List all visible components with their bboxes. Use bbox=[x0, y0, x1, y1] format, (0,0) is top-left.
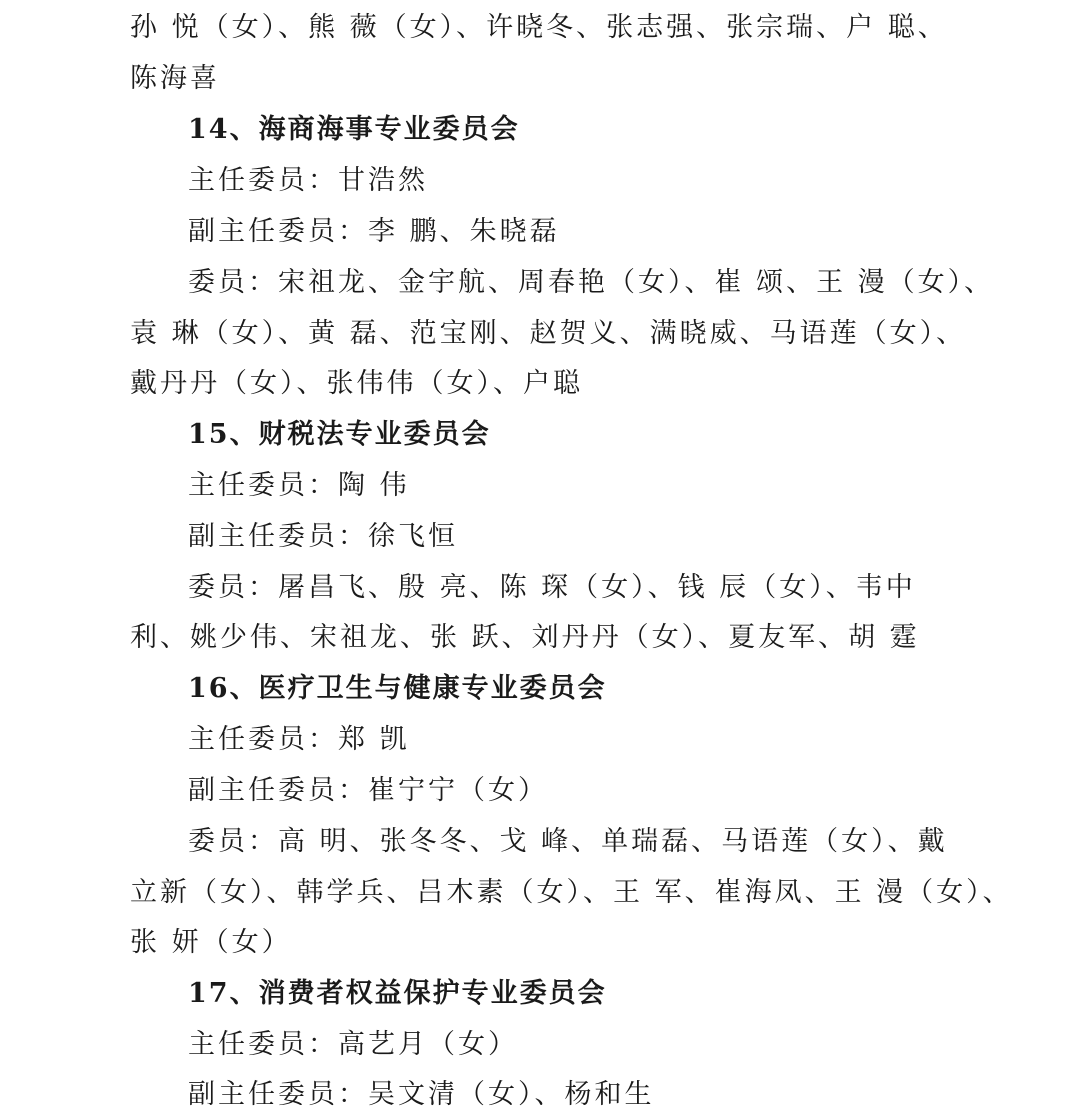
text-line: 利、姚少伟、宋祖龙、张 跃、刘丹丹（女）、夏友军、胡 霆 bbox=[130, 622, 920, 653]
director-line: 主任委员：陶 伟 bbox=[188, 470, 410, 501]
text-line: 张 妍（女） bbox=[130, 927, 292, 958]
text-line: 袁 琳（女）、黄 磊、范宝刚、赵贺义、满晓威、马语莲（女）、 bbox=[130, 318, 967, 349]
members-line: 委员：屠昌飞、殷 亮、陈 琛（女）、钱 辰（女）、韦中 bbox=[188, 572, 916, 603]
members-line: 委员：高 明、张冬冬、戈 峰、单瑞磊、马语莲（女）、戴 bbox=[188, 826, 948, 857]
section-heading: 17、消费者权益保护专业委员会 bbox=[188, 978, 607, 1009]
deputy-director-line: 副主任委员：李 鹏、朱晓磊 bbox=[188, 216, 560, 247]
section-heading: 16、医疗卫生与健康专业委员会 bbox=[188, 673, 607, 704]
text-line: 立新（女）、韩学兵、吕木素（女）、王 军、崔海凤、王 漫（女）、 bbox=[130, 877, 1013, 908]
director-line: 主任委员：郑 凯 bbox=[188, 724, 410, 755]
section-heading: 15、财税法专业委员会 bbox=[188, 419, 491, 450]
text-line: 戴丹丹（女）、张伟伟（女）、户聪 bbox=[130, 368, 583, 399]
section-heading: 14、海商海事专业委员会 bbox=[188, 114, 520, 145]
members-line: 委员：宋祖龙、金宇航、周春艳（女）、崔 颂、王 漫（女）、 bbox=[188, 267, 995, 298]
director-line: 主任委员：高艺月（女） bbox=[188, 1029, 518, 1060]
director-line: 主任委员：甘浩然 bbox=[188, 165, 428, 196]
deputy-director-line: 副主任委员：崔宁宁（女） bbox=[188, 775, 548, 806]
text-line: 陈海喜 bbox=[130, 63, 220, 94]
text-line: 孙 悦（女）、熊 薇（女）、许晓冬、张志强、张宗瑞、户 聪、 bbox=[130, 12, 948, 43]
deputy-director-line: 副主任委员：徐飞恒 bbox=[188, 521, 458, 552]
deputy-director-line: 副主任委员：吴文清（女）、杨和生 bbox=[188, 1079, 655, 1110]
